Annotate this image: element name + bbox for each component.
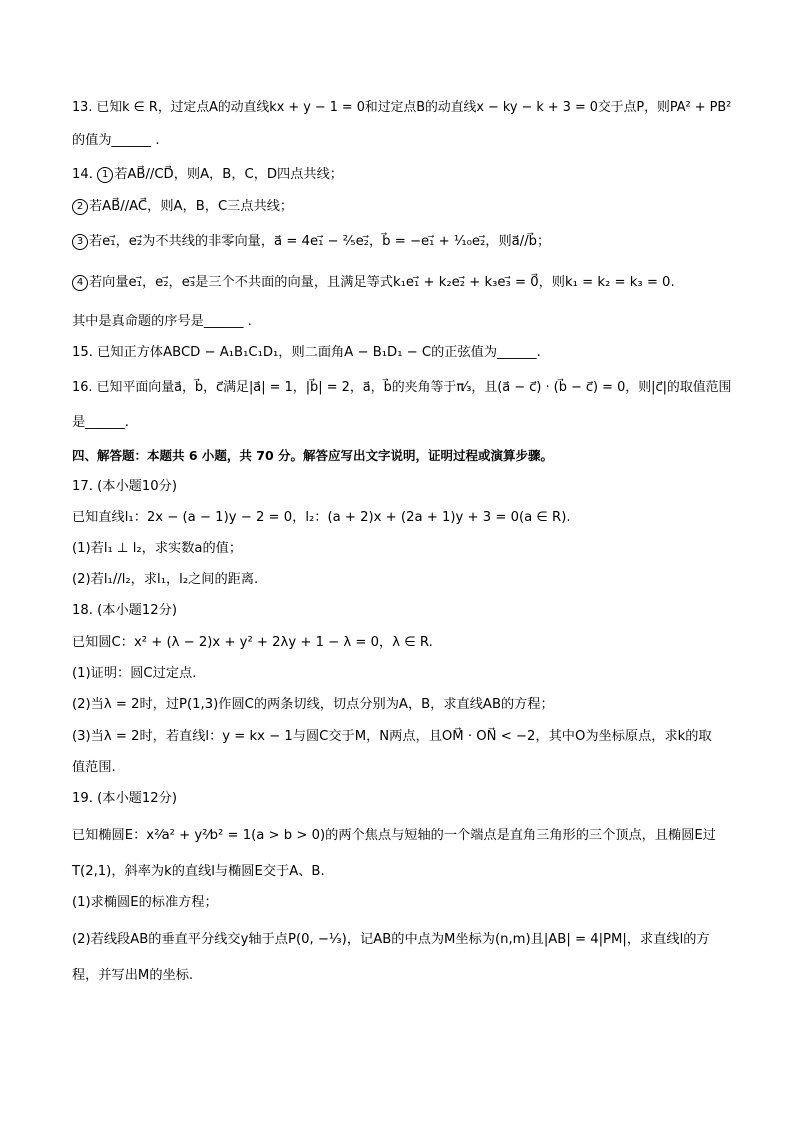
- problem-13-line-1: 13. 已知k ∈ R，过定点A的动直线kx + y − 1 = 0和过定点B的动直线x − ky − k + 3 = 0交于点P，则PA² + PB²: [72, 100, 732, 115]
- problem-14-line-4: [72, 273, 732, 295]
- problem-14-line-3: [72, 232, 732, 254]
- problem-16-line-1: 16. 已知平面向量a⃗，b⃗，c⃗满足|a⃗| = 1，|b⃗| = 2，a⃗，b⃗的夹角等于π⁄₃，且(a⃗ − c⃗) · (b⃗ − c⃗) = 0，则|c⃗|的取值范围: [72, 380, 732, 395]
- problem-19-header: 19. (本小题12分): [72, 791, 177, 806]
- problem-14-line-2: [72, 197, 732, 219]
- problem-17-q1: (1)若l₁ ⊥ l₂，求实数a的值；: [72, 541, 243, 556]
- section-4-heading: 四、解答题：本题共 6 小题，共 70 分。解答应写出文字说明，证明过程或演算步骤。: [72, 448, 554, 463]
- problem-17-q2: (2)若l₁//l₂，求l₁，l₂之间的距离.: [72, 572, 259, 587]
- problem-19-q1: (1)求椭圆E的标准方程；: [72, 895, 218, 910]
- statement-text: 若向量e₁⃗，e₂⃗，e₃⃗是三个不共面的向量，且满足等式k₁e₁⃗ + k₂e₂⃗ + k₃e₃⃗ = 0⃗，则k₁ = k₂ = k₃ = 0.: [89, 275, 675, 290]
- problem-15-line-1: 15. 已知正方体ABCD − A₁B₁C₁D₁，则二面角A − B₁D₁ − C的正弦值为______.: [72, 345, 541, 360]
- problem-number: 14.: [72, 167, 93, 182]
- statement-text: 若AB⃗//AC⃗，则A，B，C三点共线；: [89, 199, 294, 214]
- statement-text: 若AB⃗//CD⃗，则A，B，C，D四点共线；: [114, 167, 343, 182]
- problem-18-q3-line-1: (3)当λ = 2时，若直线l：y = kx − 1与圆C交于M，N两点，且OM⃗ · ON⃗ < −2，其中O为坐标原点，求k的取: [72, 729, 712, 744]
- circled-number: 3: [72, 234, 88, 250]
- problem-16-line-2: 是______.: [72, 415, 129, 430]
- problem-18-q3-line-2: 值范围.: [72, 760, 116, 775]
- problem-17-header: 17. (本小题10分): [72, 479, 177, 494]
- problem-14-line-5: 其中是真命题的序号是______ .: [72, 314, 252, 329]
- problem-18-stem: 已知圆C：x² + (λ − 2)x + y² + 2λy + 1 − λ = 0，λ ∈ R.: [72, 635, 433, 650]
- problem-19-q2-line-1: (2)若线段AB的垂直平分线交y轴于点P(0, −¹⁄₃)，记AB的中点为M坐标为(n,m)且|AB| = 4|PM|，求直线l的方: [72, 932, 710, 947]
- circled-number: 1: [97, 167, 113, 183]
- problem-17-stem: 已知直线l₁：2x − (a − 1)y − 2 = 0，l₂：(a + 2)x + (2a + 1)y + 3 = 0(a ∈ R).: [72, 510, 571, 525]
- problem-18-header: 18. (本小题12分): [72, 603, 177, 618]
- problem-13-line-2: 的值为______ .: [72, 133, 160, 148]
- problem-19-stem-line-2: T(2,1)，斜率为k的直线l与椭圆E交于A、B.: [72, 864, 325, 879]
- circled-number: 2: [72, 199, 88, 215]
- problem-18-q2: (2)当λ = 2时，过P(1,3)作圆C的两条切线，切点分别为A，B，求直线AB的方程；: [72, 697, 554, 712]
- problem-14-line-1: [72, 165, 732, 187]
- problem-19-stem-line-1: 已知椭圆E：x²⁄a² + y²⁄b² = 1(a > b > 0)的两个焦点与短轴的一个端点是直角三角形的三个顶点，且椭圆E过: [72, 828, 716, 843]
- problem-19-q2-line-2: 程，并写出M的坐标.: [72, 968, 194, 983]
- problem-18-q1: (1)证明：圆C过定点.: [72, 666, 197, 681]
- circled-number: 4: [72, 275, 88, 291]
- statement-text: 若e₁⃗，e₂⃗为不共线的非零向量，a⃗ = 4e₁⃗ − ²⁄₅e₂⃗，b⃗ = −e₁⃗ + ¹⁄₁₀e₂⃗，则a⃗//b⃗；: [89, 234, 551, 249]
